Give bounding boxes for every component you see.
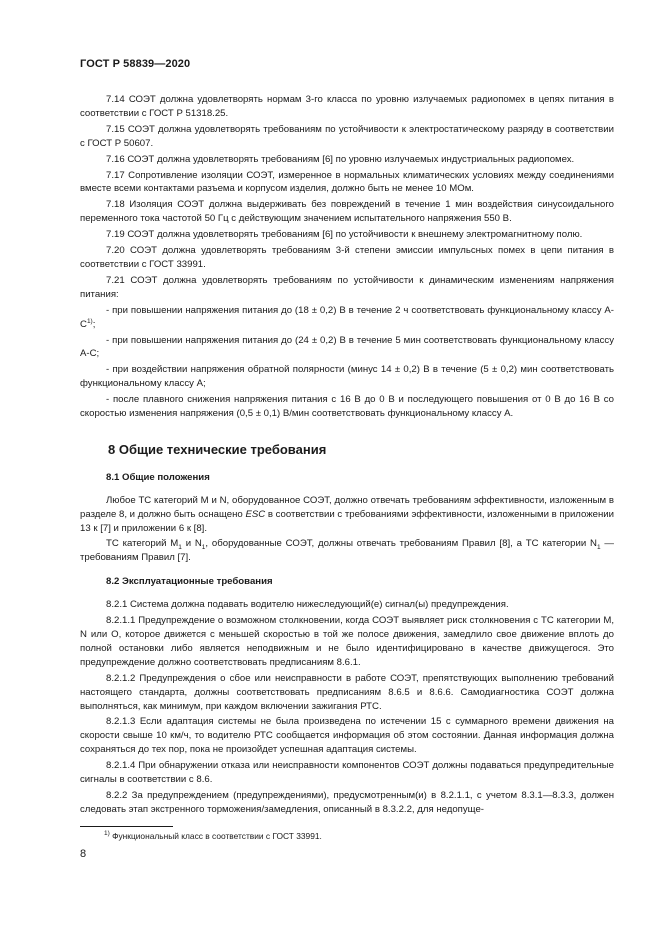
page-number: 8	[80, 848, 87, 860]
paragraph: 8.2.2 За предупреждением (предупреждениями), предусмотренным(и) в 8.2.1.1, с учетом 8.3.1—8.3.3, должен следовать этап экстренного торможения/замедления, описанный в 8.3.2.2, для недопуще-	[80, 789, 614, 815]
subsection-heading: 8.1 Общие положения	[106, 471, 210, 483]
clause-7-19: 7.19 СОЭТ должна удовлетворять требованиям [6] по устойчивости к внешнему электромагнитному полю.	[106, 229, 583, 241]
clause-7-18: 7.18 Изоляция СОЭТ должна выдерживать без повреждений в течение 1 мин воздействия синусоидального переменного тока частотой 50 Гц с действующим значением испытательного напряжения 550 В.	[80, 199, 614, 225]
clause-7-15: 7.15 СОЭТ должна удовлетворять требованиям по устойчивости к электростатическому разряду в соответствии с ГОСТ Р 50607.	[80, 123, 614, 149]
paragraph: 8.2.1.1 Предупреждение о возможном столкновении, когда СОЭТ выявляет риск столкновения с ТС категории M, N или O, которое движется с меньшей скоростью в той же полосе движения, замедлило свое движение вплоть до полной остановки либо является неподвижным и не было идентифицировано в качестве движущегося. Это предупреждение должно соответствовать предписаниям 8.6.1.	[80, 615, 614, 668]
clause-7-14: 7.14 СОЭТ должна удовлетворять нормам 3-го класса по уровню излучаемых радиопомех в цепях питания в соответствии с ГОСТ Р 51318.25.	[80, 94, 614, 119]
list-item: - при повышении напряжения питания до (18 ± 0,2) В в течение 2 ч соответствовать функциональному классу А-С$^{1)}$;	[80, 304, 614, 330]
footnote-reference[interactable]: 1)	[86, 317, 93, 325]
list-item: - при повышении напряжения питания до (24 ± 0,2) В в течение 5 мин соответствовать функциональному классу А-С;	[80, 334, 614, 360]
paragraph: 8.2.1 Система должна подавать водителю нижеследующий(е) сигнал(ы) предупреждения.	[106, 599, 509, 611]
clause-7-16: 7.16 СОЭТ должна удовлетворять требованиям [6] по уровню излучаемых индустриальных радиопомех.	[106, 153, 575, 165]
paragraph: ТС категорий $M_1$ и $N_1$, оборудованные СОЭТ, должны отвечать требованиям Правил [8], а ТС категории $N_1$ — требованиям Правил [7].	[80, 538, 614, 564]
footnote-divider	[80, 826, 173, 827]
paragraph: 8.2.1.3 Если адаптация системы не была произведена по истечении 15 с суммарного времени движения на скорости свыше 10 км/ч, то водителю РТС сообщается информация об этом состоянии. Данная информация должна сохраняться до тех пор, пока не произойдет успешная адаптация системы.	[80, 716, 614, 756]
clause-7-20: 7.20 СОЭТ должна удовлетворять требованиям 3-й степени эмиссии импульсных помех в цепи питания в соответствии с ГОСТ 33991.	[80, 245, 614, 270]
paragraph: 8.2.1.4 При обнаружении отказа или неисправности компонентов СОЭТ должны подаваться предупредительные сигналы в соответствии с 8.6.	[80, 760, 614, 786]
section-heading: 8 Общие технические требования	[108, 441, 327, 457]
footnote-marker: 1)	[104, 830, 110, 838]
clause-7-17: 7.17 Сопротивление изоляции СОЭТ, измеренное в нормальных климатических условиях между соединениями вместе всеми контактами разъема и корпусом изделия, должно быть не менее 10 МОм.	[80, 169, 614, 195]
subsection-heading: 8.2 Эксплуатационные требования	[106, 576, 273, 588]
list-item: - после плавного снижения напряжения питания с 16 В до 0 В и последующего повышения от 0 В до 16 В со скоростью изменения напряжения (0,5 ± 0,1) В/мин соответствовать функциональному классу А.	[80, 394, 614, 420]
paragraph: 8.2.1.2 Предупреждения о сбое или неисправности в работе СОЭТ, препятствующих выполнению требований настоящего стандарта, должны соответствовать предписаниям 8.6.5 и 8.6.6. Самодиагностика СОЭТ должна выполняться, как минимум, при каждом включении зажигания РТС.	[80, 672, 614, 712]
document-header: ГОСТ Р 58839—2020	[80, 58, 191, 70]
paragraph: Любое ТС категорий M и N, оборудованное СОЭТ, должно отвечать требованиям эффективности, изложенным в разделе 8, и должно быть оснащено ESC в соответствии с требованиями эффективности, изложенными в приложении 13 к [7] и приложении 6 к [8].	[80, 494, 615, 534]
list-item: - при воздействии напряжения обратной полярности (минус 14 ± 0,2) В в течение (5 ± 0,2) мин соответствовать функциональному классу А;	[80, 364, 614, 390]
clause-7-21: 7.21 СОЭТ должна удовлетворять требованиям по устойчивости к динамическим изменениям напряжения питания:	[80, 274, 614, 300]
footnote: $^{1)}$ Функциональный класс в соответствии с ГОСТ 33991.	[104, 830, 322, 841]
page-content	[80, 93, 614, 817]
